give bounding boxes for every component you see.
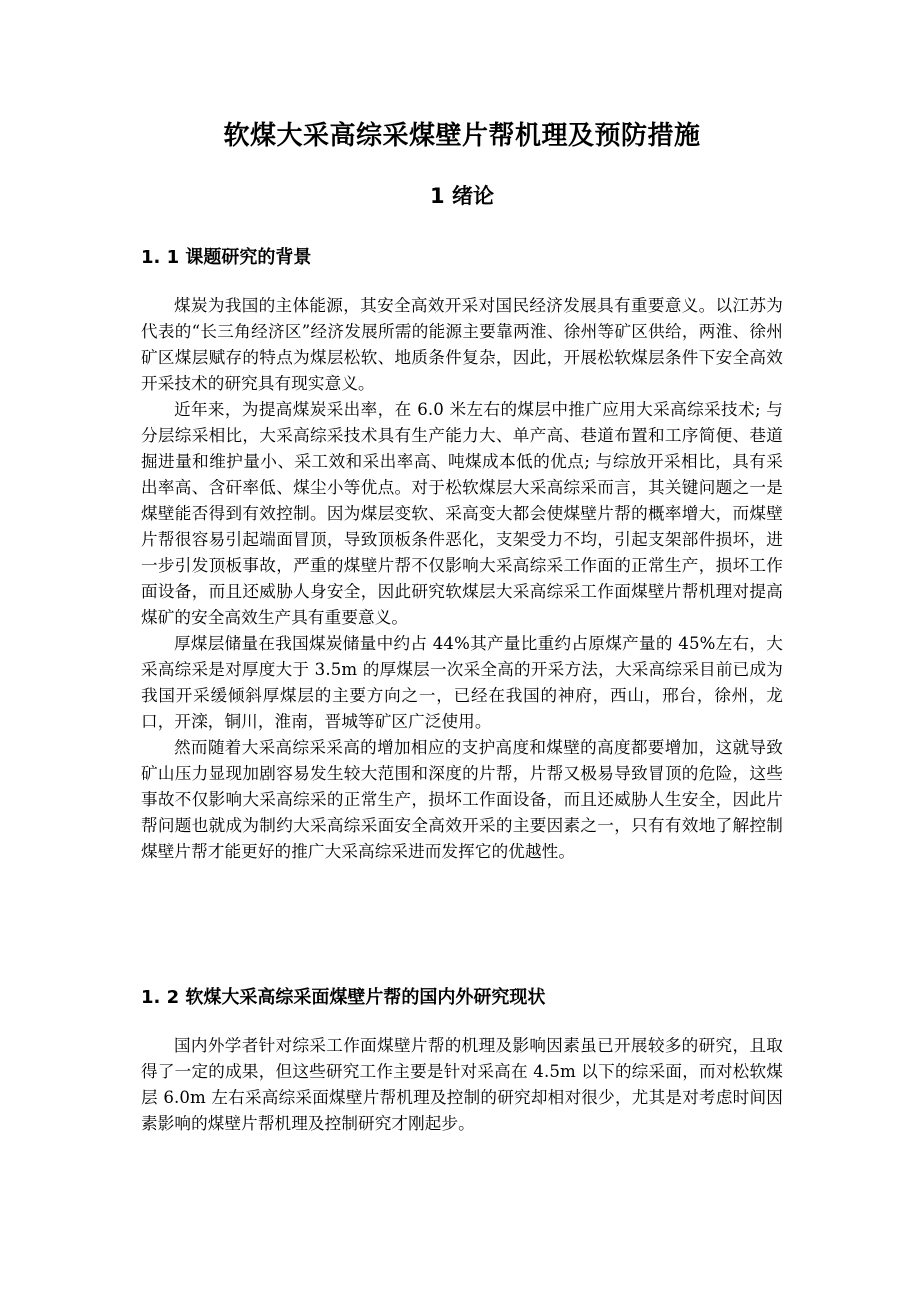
section-heading-1-1: 1. 1 课题研究的背景 [141, 247, 312, 268]
paragraph: 厚煤层储量在我国煤炭储量中约占 44%其产量比重约占原煤产量的 45%左右，大采高综采是对厚度大于 3.5m 的厚煤层一次采全高的开采方法，大采高综采目前已成为我国开采缓倾斜厚煤层的主要方向之一，已经在我国的神府，西山，邢台，徐州，龙口，开滦，铜川，淮南，晋城等矿区广泛使用。 [141, 634, 783, 731]
paragraph: 近年来，为提高煤炭采出率，在 6.0 米左右的煤层中推广应用大采高综采技术; 与分层综采相比，大采高综采技术具有生产能力大、单产高、巷道布置和工序简便、巷道掘进量和维护量小、采工效和采出率高、吨煤成本低的优点; 与综放开采相比，具有采出率高、含矸率低、煤尘小等优点。对于松软煤层大采高综采而言，其关键问题之一是煤壁能否得到有效控制。因为煤层变软、采高变大都会使煤壁片帮的概率增大，而煤壁片帮很容易引起端面冒顶，导致顶板条件恶化，支架受力不均，引起支架部件损坏，进一步引发顶板事故，严重的煤壁片帮不仅影响大采高综采工作面的正常生产，损坏工作面设备，而且还威胁人身安全，因此研究软煤层大采高综采工作面煤壁片帮机理对提高煤矿的安全高效生产具有重要意义。 [141, 400, 783, 627]
section-body-1-2 [141, 1033, 783, 1137]
section-heading-1-2: 1. 2 软煤大采高综采面煤壁片帮的国内外研究现状 [141, 987, 546, 1008]
paragraph: 然而随着大采高综采采高的增加相应的支护高度和煤壁的高度都要增加，这就导致矿山压力显现加剧容易发生较大范围和深度的片帮，片帮又极易导致冒顶的危险，这些事故不仅影响大采高综采的正常生产，损坏工作面设备，而且还威胁人生安全，因此片帮问题也就成为制约大采高综采面安全高效开采的主要因素之一，只有有效地了解控制煤壁片帮才能更好的推广大采高综采进而发挥它的优越性。 [141, 738, 783, 861]
section-body-1-1 [141, 293, 783, 865]
paragraph: 煤炭为我国的主体能源，其安全高效开采对国民经济发展具有重要意义。以江苏为代表的“长三角经济区”经济发展所需的能源主要靠两淮、徐州等矿区供给，两淮、徐州矿区煤层赋存的特点为煤层松软、地质条件复杂，因此，开展松软煤层条件下安全高效开采技术的研究具有现实意义。 [141, 296, 783, 393]
paragraph: 国内外学者针对综采工作面煤壁片帮的机理及影响因素虽已开展较多的研究，且取得了一定的成果，但这些研究工作主要是针对采高在 4.5m 以下的综采面，而对松软煤层 6.0m 左右采高综采面煤壁片帮机理及控制的研究却相对很少，尤其是对考虑时间因素影响的煤壁片帮机理及控制研究才刚起步。 [141, 1036, 783, 1133]
chapter-title: 1 绪论 [430, 184, 494, 208]
document-title: 软煤大采高综采煤壁片帮机理及预防措施 [223, 121, 701, 151]
